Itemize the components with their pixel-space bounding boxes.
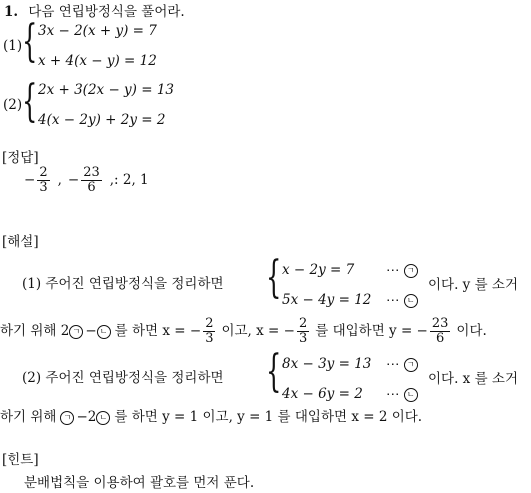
explanation-p2-intro: (2) 주어진 연립방정식을 정리하면 xyxy=(22,370,224,386)
problem-instruction: 다음 연립방정식을 풀어라. xyxy=(28,4,185,20)
explanation-p2-mark2: ⋯ ㄴ xyxy=(386,388,418,402)
part2-brace: { xyxy=(22,76,38,127)
explanation-p2-brace: { xyxy=(266,346,282,397)
part1-label: (1) xyxy=(3,38,23,54)
explanation-p1-eq1: x − 2y = 7 xyxy=(282,262,355,278)
answer-minus-1: − xyxy=(24,171,36,188)
answer-minus-2: − xyxy=(67,171,80,188)
explanation-p1-eq2: 5x − 4y = 12 xyxy=(282,292,372,308)
circled-nieun-icon: ㄴ xyxy=(96,411,110,425)
explanation-p1-fraction-2: $\frac{2}{3}$ xyxy=(298,316,308,346)
answer-heading: [정답] xyxy=(2,150,39,166)
circled-giyeok-icon: ㄱ xyxy=(404,264,418,278)
circled-giyeok-icon: ㄱ xyxy=(60,411,74,425)
explanation-p1-mark1: ⋯ ㄱ xyxy=(386,264,418,278)
answer-fraction-1: $\frac{2}{3}$ xyxy=(39,165,48,195)
explanation-p2-mark1: ⋯ ㄱ xyxy=(386,358,418,372)
explanation-p1-fraction-3: $\frac{23}{6}$ xyxy=(431,316,449,346)
explanation-p2-eq2: 4x − 6y = 2 xyxy=(282,386,363,402)
explanation-p1-line2: 하기 위해 2 ㄱ − ㄴ 를 하면 x = − $\frac{2}{3}$ 이고, x = − $\frac{2}{3}$ 를 대입하면 y = − $\frac{23}{6}$ 이다. xyxy=(0,316,487,346)
explanation-p1-after: 이다. y 를 소거 xyxy=(428,277,518,293)
part1-brace: { xyxy=(22,16,38,67)
explanation-p2-line2: 하기 위해 ㄱ −2 ㄴ 를 하면 y = 1 이고, y = 1 를 대입하면 x = 2 이다. xyxy=(0,409,423,426)
explanation-p1-fraction-1: $\frac{2}{3}$ xyxy=(205,316,214,346)
part2-eq1: 2x + 3(2x − y) = 13 xyxy=(38,82,175,98)
answer-line xyxy=(24,166,149,195)
explanation-p1-intro: (1) 주어진 연립방정식을 정리하면 xyxy=(22,276,224,292)
explanation-p2-eq1: 8x − 3y = 13 xyxy=(282,356,372,372)
circled-nieun-icon: ㄴ xyxy=(97,325,111,339)
problem-number: 1. xyxy=(4,4,19,20)
answer-fraction-2: $\frac{23}{6}$ xyxy=(83,165,100,195)
circled-giyeok-icon: ㄱ xyxy=(404,358,418,372)
hint-text: 분배법칙을 이용하여 괄호를 먼저 푼다. xyxy=(24,475,255,491)
part1-eq1: 3x − 2(x + y) = 7 xyxy=(38,23,157,39)
circled-giyeok-icon: ㄱ xyxy=(69,325,83,339)
answer-separator: , xyxy=(57,171,62,188)
hint-heading: [힌트] xyxy=(2,452,39,468)
explanation-p1-mark2: ⋯ ㄴ xyxy=(386,294,418,308)
circled-nieun-icon: ㄴ xyxy=(404,388,418,402)
explanation-p2-after: 이다. x 를 소거 xyxy=(428,371,518,387)
answer-tail: ,: 2, 1 xyxy=(109,171,149,188)
part2-eq2: 4(x − 2y) + 2y = 2 xyxy=(38,112,166,128)
circled-nieun-icon: ㄴ xyxy=(404,294,418,308)
explanation-p1-brace: { xyxy=(266,252,282,303)
explanation-heading: [해설] xyxy=(2,234,39,250)
part1-eq2: x + 4(x − y) = 12 xyxy=(38,53,157,69)
part2-label: (2) xyxy=(3,97,23,113)
